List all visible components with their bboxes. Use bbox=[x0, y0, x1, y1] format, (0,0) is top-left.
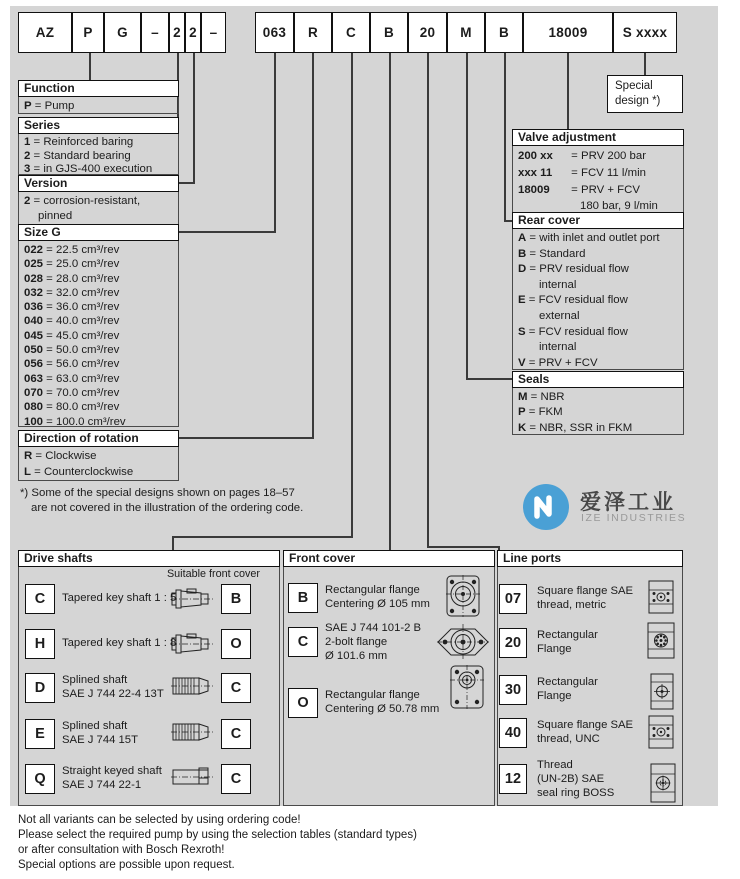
ize-logo-icon bbox=[522, 483, 570, 531]
desc-line: SAE J 744 22-4 13T bbox=[62, 687, 164, 700]
desc-line: Rectangular bbox=[537, 676, 598, 689]
code-box-line_ports-12: 12 bbox=[499, 764, 527, 794]
row-desc-drive_shafts bbox=[62, 765, 162, 793]
bottom-note-2: Please select the required pump by using the selection tables (standard types) bbox=[18, 829, 417, 841]
table-body-rotation bbox=[18, 446, 179, 481]
table-body-valve bbox=[512, 145, 684, 213]
row-desc-front_cover bbox=[325, 622, 421, 663]
table-row-rear: external bbox=[539, 309, 580, 322]
table-row-seals: M = NBR bbox=[518, 391, 565, 403]
table-row-size: 025 = 25.0 cm³/rev bbox=[24, 258, 120, 271]
code-box-az: AZ bbox=[18, 12, 72, 53]
table-row-size: 056 = 56.0 cm³/rev bbox=[24, 358, 120, 371]
connector-line bbox=[504, 53, 506, 222]
desc-line: Splined shaft bbox=[62, 674, 128, 687]
connector-line bbox=[466, 53, 468, 380]
suitable-cover-box-o: O bbox=[221, 629, 251, 659]
row-desc-line_ports bbox=[537, 719, 633, 747]
desc-line: Rectangular flange bbox=[325, 689, 420, 702]
row-desc-line_ports bbox=[537, 629, 598, 657]
desc-line: Square flange SAE bbox=[537, 719, 634, 732]
code-box-drive_shafts-h: H bbox=[25, 629, 55, 659]
desc-line: Splined shaft bbox=[62, 720, 128, 733]
row-desc-drive_shafts bbox=[62, 674, 164, 702]
code-box-line_ports-40: 40 bbox=[499, 718, 527, 748]
row-desc-line_ports bbox=[537, 759, 614, 800]
code-box-–: – bbox=[201, 12, 226, 53]
table-row-rotation: L = Counterclockwise bbox=[24, 465, 134, 478]
table-row-valve: xxx 11 = FCV 11 l/min bbox=[518, 166, 646, 179]
connector-line bbox=[389, 53, 391, 551]
table-row-seals: P = FKM bbox=[518, 406, 563, 419]
table-body-version bbox=[18, 191, 179, 225]
table-body-size bbox=[18, 240, 179, 427]
table-title-line_ports: Line ports bbox=[497, 550, 683, 567]
connector-line bbox=[179, 182, 195, 184]
table-row-size: 045 = 45.0 cm³/rev bbox=[24, 329, 120, 342]
row-desc-drive_shafts bbox=[62, 637, 176, 651]
connector-line bbox=[567, 53, 569, 130]
table-row-rear: E = FCV residual flow bbox=[518, 294, 628, 307]
table-row-seals: K = NBR, SSR in FKM bbox=[518, 421, 633, 434]
desc-line: Flange bbox=[537, 689, 572, 702]
connector-line bbox=[644, 53, 646, 76]
port-dots-icon bbox=[648, 715, 674, 749]
code-box-front_cover-b: B bbox=[288, 583, 318, 613]
code-box-line_ports-30: 30 bbox=[499, 675, 527, 705]
desc-line: thread, metric bbox=[537, 598, 607, 611]
code-box-c: C bbox=[332, 12, 370, 53]
table-row-size: 080 = 80.0 cm³/rev bbox=[24, 401, 120, 414]
table-title-front_cover: Front cover bbox=[283, 550, 495, 567]
table-row-size: 028 = 28.0 cm³/rev bbox=[24, 272, 120, 285]
row-desc-line_ports bbox=[537, 585, 633, 613]
bottom-note-1: Not all variants can be selected by using ordering code! bbox=[18, 814, 301, 826]
port-dots-icon bbox=[648, 580, 674, 614]
bottom-note-4: Special options are possible upon request. bbox=[18, 859, 235, 871]
table-row-series: 2 = Standard bearing bbox=[24, 149, 131, 162]
port-crossband-icon bbox=[650, 673, 674, 710]
table-title-rear: Rear cover bbox=[512, 212, 684, 229]
code-box-front_cover-o: O bbox=[288, 688, 318, 718]
desc-line: Tapered key shaft 1 : 5 bbox=[62, 592, 177, 605]
table-row-rear: S = FCV residual flow bbox=[518, 325, 628, 338]
code-box-18009: 18009 bbox=[523, 12, 613, 53]
table-title-valve: Valve adjustment bbox=[512, 129, 684, 146]
table-row-valve: 180 bar, 9 l/min bbox=[580, 200, 658, 213]
watermark-english-text: IZE INDUSTRIES bbox=[581, 512, 687, 524]
table-title-seals: Seals bbox=[512, 371, 684, 388]
desc-line: 2-bolt flange bbox=[325, 635, 388, 648]
bottom-note-3: or after consultation with Bosch Rexroth! bbox=[18, 844, 225, 856]
table-row-size: 036 = 36.0 cm³/rev bbox=[24, 301, 120, 314]
flange-2bolt-icon bbox=[437, 624, 489, 660]
desc-line: Rectangular bbox=[537, 629, 598, 642]
table-body-series bbox=[18, 133, 179, 175]
connector-line bbox=[172, 536, 353, 538]
port-rosette-icon bbox=[647, 622, 675, 659]
footnote-line2: are not covered in the illustration of the ordering code. bbox=[31, 502, 304, 514]
table-title-function: Function bbox=[18, 80, 179, 97]
table-row-version: pinned bbox=[38, 210, 73, 222]
code-box-2: 2 bbox=[185, 12, 201, 53]
table-row-valve: 18009 = PRV + FCV bbox=[518, 183, 640, 196]
table-row-size: 050 = 50.0 cm³/rev bbox=[24, 344, 120, 357]
desc-line: Thread bbox=[537, 759, 573, 771]
code-box-2: 2 bbox=[169, 12, 185, 53]
connector-line bbox=[351, 53, 353, 538]
special-design-line2: design *) bbox=[615, 95, 661, 107]
special-design-box bbox=[607, 75, 683, 113]
connector-line bbox=[427, 53, 429, 548]
row-desc-line_ports bbox=[537, 676, 598, 704]
desc-line: thread, UNC bbox=[537, 732, 600, 745]
code-box-drive_shafts-q: Q bbox=[25, 764, 55, 794]
table-row-rear: internal bbox=[539, 341, 577, 354]
row-desc-drive_shafts bbox=[62, 592, 176, 606]
suitable-cover-box-c: C bbox=[221, 673, 251, 703]
connector-line bbox=[466, 378, 514, 380]
shaft-splined-icon bbox=[171, 720, 213, 744]
table-row-valve: 200 xx = PRV 200 bar bbox=[518, 150, 646, 162]
code-box-r: R bbox=[294, 12, 332, 53]
suitable-cover-box-c: C bbox=[221, 764, 251, 794]
table-row-version: 2 = corrosion-resistant, bbox=[24, 195, 141, 207]
code-box-line_ports-07: 07 bbox=[499, 584, 527, 614]
connector-line bbox=[274, 53, 276, 233]
code-box-063: 063 bbox=[255, 12, 294, 53]
table-row-series: 3 = in GJS-400 execution bbox=[24, 163, 153, 175]
table-row-size: 040 = 40.0 cm³/rev bbox=[24, 315, 120, 328]
connector-line bbox=[89, 53, 91, 80]
table-row-size: 100 = 100.0 cm³/rev bbox=[24, 415, 126, 428]
table-row-size: 022 = 22.5 cm³/rev bbox=[24, 244, 120, 256]
shaft-keyed-icon bbox=[171, 765, 213, 789]
code-box-front_cover-c: C bbox=[288, 627, 318, 657]
table-title-version: Version bbox=[18, 175, 179, 192]
connector-line bbox=[179, 437, 314, 439]
code-box-b: B bbox=[485, 12, 523, 53]
connector-line bbox=[179, 231, 276, 233]
connector-line bbox=[427, 546, 500, 548]
code-box-g: G bbox=[104, 12, 141, 53]
code-box-drive_shafts-e: E bbox=[25, 719, 55, 749]
table-title-drive_shafts: Drive shafts bbox=[18, 550, 280, 567]
desc-line: Tapered key shaft 1 : 8 bbox=[62, 637, 177, 650]
special-design-line1: Special bbox=[615, 80, 653, 92]
desc-line: seal ring BOSS bbox=[537, 786, 615, 799]
desc-line: SAE J 744 22-1 bbox=[62, 778, 142, 791]
table-title-rotation: Direction of rotation bbox=[18, 430, 179, 447]
desc-line: Straight keyed shaft bbox=[62, 765, 162, 778]
connector-line bbox=[193, 53, 195, 184]
desc-line: SAE J 744 101-2 B bbox=[325, 622, 422, 634]
desc-line: Centering Ø 105 mm bbox=[325, 597, 430, 610]
flange-rect-small-icon bbox=[450, 665, 484, 709]
desc-line: Rectangular flange bbox=[325, 584, 420, 597]
table-body-function bbox=[18, 96, 179, 114]
code-box-m: M bbox=[447, 12, 485, 53]
table-title-size: Size G bbox=[18, 224, 179, 241]
table-title-series: Series bbox=[18, 117, 179, 134]
code-box-–: – bbox=[141, 12, 169, 53]
suitable-cover-box-c: C bbox=[221, 719, 251, 749]
code-box-p: P bbox=[72, 12, 104, 53]
suitable-cover-box-b: B bbox=[221, 584, 251, 614]
table-row-rear: internal bbox=[539, 278, 577, 291]
desc-line: Flange bbox=[537, 642, 572, 655]
row-desc-drive_shafts bbox=[62, 720, 138, 748]
row-desc-front_cover bbox=[325, 584, 430, 612]
table-row-size: 070 = 70.0 cm³/rev bbox=[24, 386, 120, 399]
code-box-b: B bbox=[370, 12, 408, 53]
shaft-tapered-icon bbox=[171, 585, 213, 613]
shaft-splined-icon bbox=[171, 674, 213, 698]
footnote-line1: *) Some of the special designs shown on pages 18–57 bbox=[20, 487, 295, 499]
table-body-rear bbox=[512, 228, 684, 370]
desc-line: Ø 101.6 mm bbox=[325, 649, 388, 662]
shaft-tapered-icon bbox=[171, 630, 213, 658]
watermark-chinese-text: 爱泽工业 bbox=[580, 491, 676, 514]
table-row-rear: A = with inlet and outlet port bbox=[518, 232, 660, 244]
desc-line: (UN-2B) SAE bbox=[537, 772, 605, 785]
table-row-size: 032 = 32.0 cm³/rev bbox=[24, 286, 120, 299]
code-box-line_ports-20: 20 bbox=[499, 628, 527, 658]
table-row-rear: D = PRV residual flow bbox=[518, 263, 629, 276]
table-row-size: 063 = 63.0 cm³/rev bbox=[24, 372, 120, 385]
connector-line bbox=[312, 53, 314, 439]
code-box-20: 20 bbox=[408, 12, 447, 53]
row-desc-front_cover bbox=[325, 689, 439, 717]
flange-rect-large-icon bbox=[446, 575, 480, 617]
suitable-front-cover-label: Suitable front cover bbox=[166, 568, 260, 580]
table-body-seals bbox=[512, 387, 684, 435]
code-box-drive_shafts-d: D bbox=[25, 673, 55, 703]
port-thread-icon bbox=[650, 763, 676, 803]
desc-line: Square flange SAE bbox=[537, 585, 634, 598]
code-box-s-xxxx: S xxxx bbox=[613, 12, 677, 53]
desc-line: SAE J 744 15T bbox=[62, 733, 138, 746]
table-row-function: P = Pump bbox=[24, 100, 75, 112]
table-row-series: 1 = Reinforced baring bbox=[24, 136, 134, 148]
desc-line: Centering Ø 50.78 mm bbox=[325, 702, 440, 715]
table-row-rear: V = PRV + FCV bbox=[518, 356, 598, 369]
table-row-rotation: R = Clockwise bbox=[24, 450, 97, 462]
code-box-drive_shafts-c: C bbox=[25, 584, 55, 614]
table-row-rear: B = Standard bbox=[518, 247, 586, 260]
